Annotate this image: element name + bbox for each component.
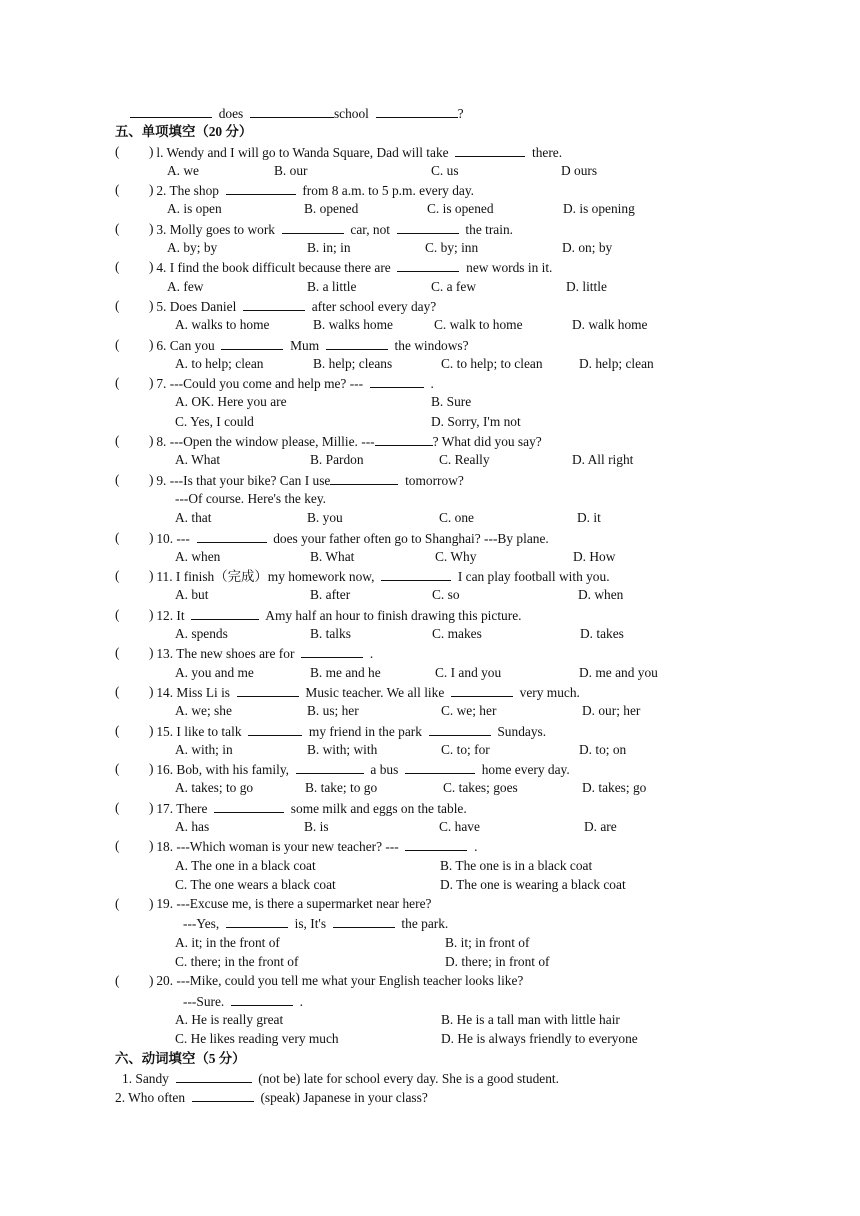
question-6-options xyxy=(0,354,860,373)
answer-paren-close: ) xyxy=(149,722,154,738)
option-d: D. Sorry, I'm not xyxy=(431,413,521,429)
answer-paren-open: ( xyxy=(115,220,120,236)
option-b: B. our xyxy=(274,162,308,178)
question-15 xyxy=(0,721,860,740)
option-a: A. when xyxy=(175,548,221,564)
option-c: C. Why xyxy=(435,548,477,564)
option-c: C. walk to home xyxy=(434,317,523,333)
answer-paren-close: ) xyxy=(149,471,154,487)
question-15-options xyxy=(0,740,860,759)
answer-paren-close: ) xyxy=(149,761,154,777)
option-a: A. we xyxy=(167,162,199,178)
question-5 xyxy=(0,296,860,315)
question-stem: 17. There some milk and eggs on the table. xyxy=(153,798,467,818)
answer-slot[interactable] xyxy=(124,433,144,447)
answer-paren-open: ( xyxy=(115,182,120,198)
option-d: D. little xyxy=(566,278,607,294)
option-a: A. He is really great xyxy=(175,1011,284,1027)
answer-paren-close: ) xyxy=(149,143,154,159)
option-a: A. you and me xyxy=(175,664,254,680)
option-b: B. me and he xyxy=(310,664,381,680)
answer-slot[interactable] xyxy=(124,684,144,698)
answer-blank[interactable] xyxy=(375,431,433,446)
section-title: 五、单项填空（20 分） xyxy=(115,124,253,140)
answer-slot[interactable] xyxy=(124,375,144,389)
option-a: A. OK. Here you are xyxy=(175,394,287,410)
question-13 xyxy=(0,643,860,662)
question-4-options xyxy=(0,277,860,296)
question-18-options-row1 xyxy=(0,856,860,875)
question-reply: ---Yes, is, It's the park. xyxy=(183,913,448,933)
option-b: B. in; in xyxy=(307,240,351,256)
question-19-options-row1 xyxy=(0,933,860,952)
question-stem: 4. I find the book difficult because there are new words in it. xyxy=(153,257,552,277)
answer-slot[interactable] xyxy=(124,896,144,910)
answer-slot[interactable] xyxy=(124,568,144,582)
answer-paren-close: ) xyxy=(149,182,154,198)
top-line-text: does school ? xyxy=(130,103,464,123)
question-stem: 12. It Amy half an hour to finish drawing this picture. xyxy=(153,605,522,625)
answer-slot[interactable] xyxy=(124,472,144,486)
question-7-options-row1 xyxy=(0,392,860,411)
option-d: D. when xyxy=(578,587,624,603)
question-stem: 8. ---Open the window please, Millie. --- ? What did you say? xyxy=(153,431,542,451)
answer-blank[interactable] xyxy=(226,913,288,928)
option-c: C. Yes, I could xyxy=(175,413,254,429)
question-20-options-row1 xyxy=(0,1010,860,1029)
answer-blank[interactable] xyxy=(191,605,259,620)
option-d: D. to; on xyxy=(579,741,627,757)
question-8 xyxy=(0,431,860,450)
section6-title xyxy=(0,1049,860,1068)
option-c: C. He likes reading very much xyxy=(175,1031,339,1047)
question-12 xyxy=(0,605,860,624)
question-6 xyxy=(0,335,860,354)
answer-paren-open: ( xyxy=(115,722,120,738)
answer-blank[interactable] xyxy=(376,103,458,118)
answer-paren-close: ) xyxy=(149,336,154,352)
question-12-options xyxy=(0,624,860,643)
answer-paren-close: ) xyxy=(149,838,154,854)
question-20-reply xyxy=(0,991,860,1010)
answer-slot[interactable] xyxy=(124,337,144,351)
option-d: D. All right xyxy=(572,452,634,468)
option-d: D. on; by xyxy=(562,240,613,256)
question-stem: 7. ---Could you come and help me? --- . xyxy=(153,373,434,393)
option-d: D. The one is wearing a black coat xyxy=(440,876,626,892)
option-a: A. walks to home xyxy=(175,317,270,333)
option-c: C. by; inn xyxy=(425,240,479,256)
option-b: B. He is a tall man with little hair xyxy=(441,1011,620,1027)
question-reply: ---Of course. Here's the key. xyxy=(175,490,327,506)
answer-blank[interactable] xyxy=(326,335,388,350)
option-a: A. but xyxy=(175,587,209,603)
question-2 xyxy=(0,180,860,199)
question-19-options-row2 xyxy=(0,952,860,971)
option-c: C. makes xyxy=(432,626,482,642)
answer-paren-open: ( xyxy=(115,568,120,584)
answer-blank[interactable] xyxy=(192,1087,254,1102)
option-a: A. to help; clean xyxy=(175,355,264,371)
option-b: B. a little xyxy=(307,278,357,294)
question-stem: 13. The new shoes are for . xyxy=(153,643,373,663)
verb-item-1 xyxy=(0,1068,860,1087)
question-11-options xyxy=(0,585,860,604)
question-stem: 9. ---Is that your bike? Can I use tomorrow? xyxy=(153,470,464,490)
option-b: B. help; cleans xyxy=(313,355,393,371)
answer-paren-open: ( xyxy=(115,973,120,989)
question-20-options-row2 xyxy=(0,1029,860,1048)
option-d: D. walk home xyxy=(572,317,648,333)
option-c: C. to help; to clean xyxy=(441,355,543,371)
answer-blank[interactable] xyxy=(301,643,363,658)
option-a: A. with; in xyxy=(175,741,233,757)
question-stem: 5. Does Daniel after school every day? xyxy=(153,296,436,316)
answer-blank[interactable] xyxy=(455,142,525,157)
answer-slot[interactable] xyxy=(124,761,144,775)
answer-blank[interactable] xyxy=(381,566,451,581)
option-c: C. a few xyxy=(431,278,476,294)
question-14 xyxy=(0,682,860,701)
answer-blank[interactable] xyxy=(405,836,467,851)
option-b: B. talks xyxy=(310,626,351,642)
verb-item-2 xyxy=(0,1087,860,1106)
option-b: B. it; in front of xyxy=(445,934,530,950)
option-c: C. we; her xyxy=(441,703,497,719)
option-b: B. with; with xyxy=(307,741,378,757)
question-1-options xyxy=(0,161,860,180)
question-16 xyxy=(0,759,860,778)
option-d: D. takes; go xyxy=(582,780,647,796)
question-3 xyxy=(0,219,860,238)
option-c: C. us xyxy=(431,162,459,178)
answer-paren-open: ( xyxy=(115,645,120,661)
question-reply: ---Sure. . xyxy=(183,991,303,1011)
option-d: D. are xyxy=(584,818,617,834)
option-b: B. The one is in a black coat xyxy=(440,857,593,873)
question-9 xyxy=(0,470,860,489)
option-c: C. one xyxy=(439,510,474,526)
answer-blank[interactable] xyxy=(231,991,293,1006)
answer-slot[interactable] xyxy=(124,800,144,814)
answer-blank[interactable] xyxy=(237,682,299,697)
answer-blank[interactable] xyxy=(248,721,302,736)
option-b: B. take; to go xyxy=(305,780,378,796)
option-b: B. you xyxy=(307,510,343,526)
answer-paren-open: ( xyxy=(115,433,120,449)
question-17 xyxy=(0,798,860,817)
question-stem: 2. The shop from 8 a.m. to 5 p.m. every day. xyxy=(153,180,474,200)
option-d: D. How xyxy=(573,548,616,564)
question-19-reply xyxy=(0,913,860,932)
answer-blank[interactable] xyxy=(130,103,212,118)
question-1 xyxy=(0,142,860,161)
question-stem: 14. Miss Li is Music teacher. We all like very much. xyxy=(153,682,580,702)
answer-paren-open: ( xyxy=(115,259,120,275)
answer-paren-close: ) xyxy=(149,529,154,545)
answer-slot[interactable] xyxy=(124,298,144,312)
answer-paren-open: ( xyxy=(115,799,120,815)
question-18-options-row2 xyxy=(0,875,860,894)
question-5-options xyxy=(0,315,860,334)
option-c: C. is opened xyxy=(427,201,494,217)
answer-blank[interactable] xyxy=(397,257,459,272)
answer-blank[interactable] xyxy=(176,1068,252,1083)
option-d: D. is opening xyxy=(563,201,635,217)
answer-slot[interactable] xyxy=(124,723,144,737)
answer-blank[interactable] xyxy=(333,913,395,928)
answer-paren-open: ( xyxy=(115,606,120,622)
section-title: 六、动词填空（5 分） xyxy=(115,1050,246,1066)
answer-paren-close: ) xyxy=(149,799,154,815)
question-4 xyxy=(0,257,860,276)
option-a: A. What xyxy=(175,452,221,468)
answer-slot[interactable] xyxy=(124,973,144,987)
answer-blank[interactable] xyxy=(197,528,267,543)
answer-paren-open: ( xyxy=(115,529,120,545)
answer-blank[interactable] xyxy=(451,682,513,697)
answer-paren-close: ) xyxy=(149,297,154,313)
option-d: D ours xyxy=(561,162,598,178)
question-7-options-row2 xyxy=(0,412,860,431)
option-a: A. by; by xyxy=(167,240,218,256)
answer-blank[interactable] xyxy=(250,103,334,118)
option-b: B. What xyxy=(310,548,355,564)
option-b: B. after xyxy=(310,587,351,603)
verb-item-text: 1. Sandy (not be) late for school every day. She is a good student. xyxy=(122,1068,559,1088)
top-line xyxy=(0,103,860,122)
answer-blank[interactable] xyxy=(296,759,364,774)
option-c: C. takes; goes xyxy=(443,780,518,796)
answer-blank[interactable] xyxy=(214,798,284,813)
option-b: B. is xyxy=(304,818,329,834)
question-9-options xyxy=(0,508,860,527)
answer-slot[interactable] xyxy=(124,838,144,852)
answer-paren-open: ( xyxy=(115,683,120,699)
option-c: C. Really xyxy=(439,452,490,468)
answer-slot[interactable] xyxy=(124,182,144,196)
answer-paren-open: ( xyxy=(115,471,120,487)
question-10-options xyxy=(0,547,860,566)
answer-paren-open: ( xyxy=(115,297,120,313)
option-a: A. is open xyxy=(167,201,222,217)
answer-paren-close: ) xyxy=(149,433,154,449)
answer-paren-close: ) xyxy=(149,375,154,391)
question-stem: 19. ---Excuse me, is there a supermarket near here? xyxy=(153,896,432,912)
answer-blank[interactable] xyxy=(397,219,459,234)
answer-paren-close: ) xyxy=(149,220,154,236)
answer-blank[interactable] xyxy=(221,335,283,350)
question-stem: 20. ---Mike, could you tell me what your English teacher looks like? xyxy=(153,973,524,989)
option-b: B. Sure xyxy=(431,394,472,410)
answer-paren-close: ) xyxy=(149,973,154,989)
worksheet-page xyxy=(0,103,860,1106)
question-9-reply xyxy=(0,489,860,508)
option-a: A. The one in a black coat xyxy=(175,857,316,873)
option-c: C. to; for xyxy=(441,741,490,757)
answer-paren-open: ( xyxy=(115,896,120,912)
verb-item-text: 2. Who often (speak) Japanese in your class? xyxy=(115,1087,428,1107)
option-b: B. us; her xyxy=(307,703,359,719)
question-2-options xyxy=(0,199,860,218)
option-a: A. has xyxy=(175,818,210,834)
question-20 xyxy=(0,971,860,990)
answer-paren-close: ) xyxy=(149,259,154,275)
option-d: D. help; clean xyxy=(579,355,654,371)
option-d: D. me and you xyxy=(579,664,658,680)
option-d: D. it xyxy=(577,510,601,526)
question-3-options xyxy=(0,238,860,257)
answer-slot[interactable] xyxy=(124,144,144,158)
option-c: C. so xyxy=(432,587,460,603)
option-d: D. our; her xyxy=(582,703,641,719)
option-b: B. walks home xyxy=(313,317,393,333)
answer-blank[interactable] xyxy=(429,721,491,736)
question-18 xyxy=(0,836,860,855)
option-b: B. Pardon xyxy=(310,452,364,468)
question-stem: 3. Molly goes to work car, not the train. xyxy=(153,219,513,239)
answer-blank[interactable] xyxy=(405,759,475,774)
option-c: C. I and you xyxy=(435,664,502,680)
answer-blank[interactable] xyxy=(243,296,305,311)
option-d: D. He is always friendly to everyone xyxy=(441,1031,638,1047)
answer-paren-open: ( xyxy=(115,375,120,391)
question-11 xyxy=(0,566,860,585)
answer-slot[interactable] xyxy=(124,607,144,621)
option-c: C. The one wears a black coat xyxy=(175,876,336,892)
answer-slot[interactable] xyxy=(124,645,144,659)
answer-paren-close: ) xyxy=(149,645,154,661)
answer-blank[interactable] xyxy=(330,470,398,485)
question-8-options xyxy=(0,450,860,469)
option-b: B. opened xyxy=(304,201,359,217)
answer-paren-open: ( xyxy=(115,761,120,777)
question-17-options xyxy=(0,817,860,836)
section5-title xyxy=(0,122,860,141)
answer-paren-close: ) xyxy=(149,568,154,584)
option-d: D. there; in front of xyxy=(445,954,550,970)
answer-slot[interactable] xyxy=(124,221,144,235)
question-stem: 16. Bob, with his family, a bus home every day. xyxy=(153,759,570,779)
question-16-options xyxy=(0,778,860,797)
question-13-options xyxy=(0,663,860,682)
question-19 xyxy=(0,894,860,913)
answer-blank[interactable] xyxy=(370,373,424,388)
answer-slot[interactable] xyxy=(124,259,144,273)
question-14-options xyxy=(0,701,860,720)
question-stem: 6. Can you Mum the windows? xyxy=(153,335,469,355)
option-a: A. takes; to go xyxy=(175,780,254,796)
question-7 xyxy=(0,373,860,392)
option-a: A. we; she xyxy=(175,703,232,719)
option-a: A. few xyxy=(167,278,204,294)
question-stem: 11. I finish（完成）my homework now, I can play football with you. xyxy=(153,566,610,586)
question-stem: 18. ---Which woman is your new teacher? --- . xyxy=(153,836,478,856)
option-d: D. takes xyxy=(580,626,624,642)
answer-paren-close: ) xyxy=(149,606,154,622)
answer-blank[interactable] xyxy=(282,219,344,234)
option-c: C. there; in the front of xyxy=(175,954,299,970)
question-10 xyxy=(0,528,860,547)
option-a: A. spends xyxy=(175,626,228,642)
answer-paren-open: ( xyxy=(115,143,120,159)
option-a: A. it; in the front of xyxy=(175,934,280,950)
answer-paren-close: ) xyxy=(149,683,154,699)
option-a: A. that xyxy=(175,510,212,526)
question-stem: l. Wendy and I will go to Wanda Square, Dad will take there. xyxy=(153,142,562,162)
option-c: C. have xyxy=(439,818,480,834)
answer-slot[interactable] xyxy=(124,530,144,544)
question-stem: 10. --- does your father often go to Shanghai? ---By plane. xyxy=(153,528,549,548)
answer-paren-close: ) xyxy=(149,896,154,912)
answer-paren-open: ( xyxy=(115,838,120,854)
answer-paren-open: ( xyxy=(115,336,120,352)
question-stem: 15. I like to talk my friend in the park Sundays. xyxy=(153,721,546,741)
answer-blank[interactable] xyxy=(226,180,296,195)
